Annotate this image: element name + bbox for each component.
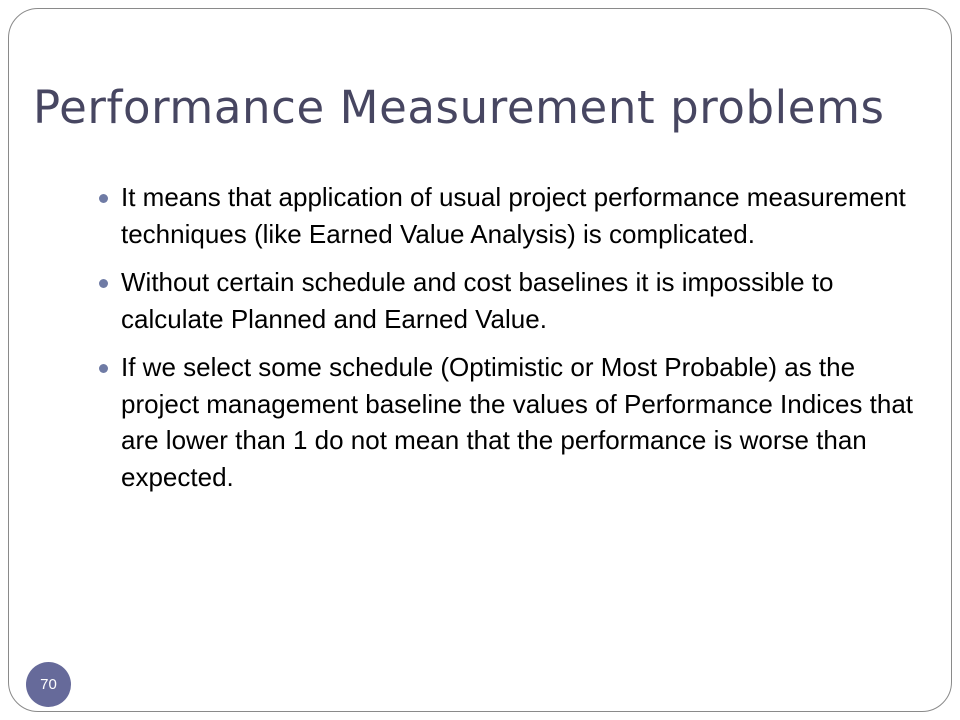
bullet-text: If we select some schedule (Optimistic or Most Probable) as the project management baseline the values of Performance Indices that are lower than 1 do not mean that the performance is worse than expected. [121, 352, 914, 492]
bullet-text: It means that application of usual project performance measurement techniques (like Earned Value Analysis) is complicated. [121, 182, 906, 249]
bullet-text: Without certain schedule and cost baselines it is impossible to calculate Planned and Earned Value. [121, 267, 834, 334]
bullet-item [99, 264, 939, 337]
bullet-item [99, 349, 939, 495]
page-number-badge: 70 [26, 662, 71, 707]
bullet-dot-icon [99, 364, 108, 373]
slide-title: Performance Measurement problems [33, 81, 885, 134]
slide-frame [8, 8, 952, 712]
bullet-list [99, 179, 939, 507]
bullet-item [99, 179, 939, 252]
bullet-dot-icon [99, 194, 108, 203]
bullet-dot-icon [99, 279, 108, 288]
